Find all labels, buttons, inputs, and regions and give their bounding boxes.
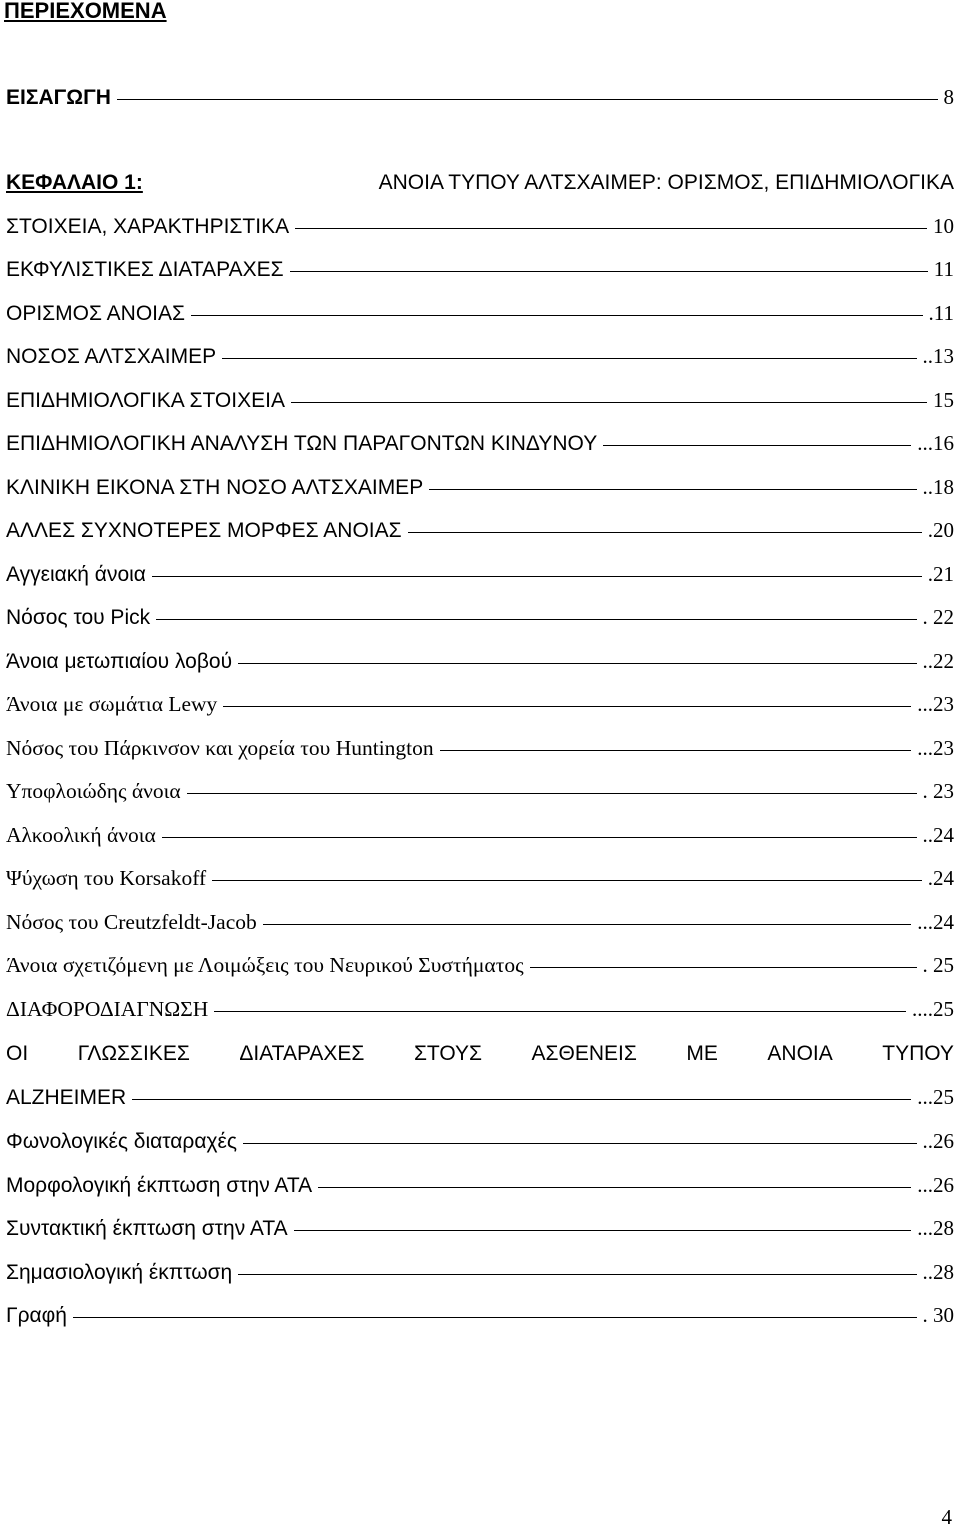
toc-entry-intro[interactable]	[6, 80, 954, 114]
toc-entry-label: Σημασιολογική έκπτωση	[6, 1260, 233, 1284]
toc-entry[interactable]	[6, 1211, 954, 1245]
toc-entry[interactable]	[6, 774, 954, 808]
toc-entry-page: ...23	[917, 692, 954, 716]
toc-entry[interactable]	[6, 644, 954, 678]
toc-lang-word: ΤΥΠΟΥ	[882, 1042, 954, 1065]
toc-leader	[429, 489, 916, 490]
toc-entry-page: .20	[927, 518, 954, 542]
toc-entry[interactable]	[6, 513, 954, 547]
toc-leader	[243, 1143, 917, 1144]
toc-lang-word: ΔΙΑΤΑΡΑΧΕΣ	[239, 1042, 365, 1065]
toc-lang-word: ΓΛΩΣΣΙΚΕΣ	[77, 1042, 190, 1065]
toc-lang-title-line1	[6, 1037, 954, 1071]
toc-entry[interactable]	[6, 1124, 954, 1158]
toc-chapter-prefix: ΚΕΦΑΛΑΙΟ 1:	[6, 171, 143, 194]
toc-entry-page: ...16	[917, 431, 954, 455]
toc-lang-word: ΜΕ	[686, 1042, 718, 1065]
toc-entry-label: ΔΙΑΦΟΡΟΔΙΑΓΝΩΣΗ	[6, 996, 209, 1021]
toc-leader	[162, 837, 917, 838]
toc-entry-label: Φωνολογικές διαταραχές	[6, 1130, 237, 1153]
toc-chapter-1-title	[6, 166, 954, 200]
toc-leader	[132, 1099, 911, 1100]
toc-entry-page: ...25	[917, 1085, 954, 1109]
toc-entry-page: 10	[933, 214, 954, 238]
toc-entry-label: Νόσος του Pick	[6, 606, 151, 629]
toc-leader	[156, 619, 916, 620]
toc-entry[interactable]	[6, 557, 954, 591]
toc-entry[interactable]	[6, 861, 954, 895]
toc-entry-label: ΚΛΙΝΙΚΗ ΕΙΚΟΝΑ ΣΤΗ ΝΟΣΟ ΑΛΤΣΧΑΙΜΕΡ	[6, 475, 424, 499]
toc-leader	[117, 99, 938, 100]
toc-chapter-title-line1: ΑΝΟΙΑ ΤΥΠΟΥ ΑΛΤΣΧΑΙΜΕΡ: ΟΡΙΣΜΟΣ, ΕΠΙΔΗΜΙΟΛΟΓΙΚΑ	[378, 171, 954, 194]
toc-leader	[223, 706, 911, 707]
toc-leader	[187, 793, 917, 794]
toc-entry-label: Αλκοολική άνοια	[6, 822, 156, 847]
toc-entry-page: .11	[928, 300, 954, 325]
toc-lang-word: ΣΤΟΥΣ	[413, 1042, 483, 1065]
toc-lang-word: ΟΙ	[6, 1042, 29, 1065]
toc-lang-word: ΑΝΟΙΑ	[767, 1042, 833, 1065]
toc-entry-label: Νόσος του Creutzfeldt-Jacob	[6, 909, 257, 934]
toc-leader	[152, 576, 922, 577]
toc-leader	[291, 402, 927, 403]
toc-leader	[295, 228, 927, 229]
toc-entry-page: ..26	[922, 1129, 954, 1153]
toc-entry[interactable]	[6, 818, 954, 852]
toc-heading: ΠΕΡΙΕΧΟΜΕΝΑ	[4, 0, 167, 23]
toc-entry-label: Άνοια σχετιζόμενη με Λοιμώξεις του Νευρικού Συστήματος	[6, 953, 524, 977]
toc-lang-section-line2[interactable]	[6, 1080, 954, 1114]
toc-entry[interactable]	[6, 1168, 954, 1202]
toc-entry[interactable]	[6, 296, 954, 330]
toc-leader	[222, 358, 916, 359]
toc-entry-page: ....25	[912, 996, 954, 1021]
toc-lang-word: ΑΣΘΕΝΕΙΣ	[531, 1042, 637, 1065]
toc-leader	[408, 532, 922, 533]
toc-entry-page: .21	[927, 561, 954, 586]
toc-entry-label: ΕΠΙΔΗΜΙΟΛΟΓΙΚΗ ΑΝΑΛΥΣΗ ΤΩΝ ΠΑΡΑΓΟΝΤΩΝ ΚΙΝΔΥΝΟΥ	[6, 432, 598, 455]
toc-entry-page: . 22	[922, 605, 954, 629]
toc-entry-page: . 30	[922, 1303, 954, 1327]
toc-entry[interactable]	[6, 339, 954, 373]
toc-entry-label: ΕΚΦΥΛΙΣΤΙΚΕΣ ΔΙΑΤΑΡΑΧΕΣ	[6, 258, 284, 281]
toc-entry-page: 11	[933, 257, 954, 281]
toc-entry[interactable]	[6, 383, 954, 417]
toc-leader	[440, 750, 912, 751]
toc-entry-page: 8	[943, 85, 954, 109]
toc-entry-label: Νόσος του Πάρκινσον και χορεία του Huntington	[6, 735, 434, 760]
toc-entry[interactable]	[6, 948, 954, 982]
toc-leader	[603, 445, 911, 446]
toc-entry-label: Αγγειακή άνοια	[6, 562, 146, 586]
toc-leader	[214, 1011, 906, 1012]
toc-entry-label: ΝΟΣΟΣ ΑΛΤΣΧΑΙΜΕΡ	[6, 345, 217, 368]
toc-entry-label: Άνοια με σωμάτια Lewy	[6, 692, 218, 716]
toc-leader	[238, 1274, 916, 1275]
toc-entry-label: Άνοια μετωπιαίου λοβού	[6, 649, 233, 673]
toc-entry-page: ..13	[922, 344, 954, 368]
toc-leader	[290, 271, 928, 272]
toc-entry-page: ...28	[917, 1216, 954, 1240]
toc-entry-page: 15	[933, 387, 954, 412]
toc-entry[interactable]	[6, 905, 954, 939]
toc-entry[interactable]	[6, 731, 954, 765]
toc-entry-label: Ψύχωση του Korsakoff	[6, 866, 207, 890]
toc-leader	[263, 924, 912, 925]
toc-leader	[294, 1230, 912, 1231]
toc-entry-page: . 25	[922, 953, 954, 977]
toc-entry[interactable]	[6, 252, 954, 286]
toc-entry-label: ΕΠΙΔΗΜΙΟΛΟΓΙΚΑ ΣΤΟΙΧΕΙΑ	[6, 388, 285, 412]
toc-entry[interactable]	[6, 687, 954, 721]
toc-leader	[212, 880, 922, 881]
toc-leader	[318, 1187, 911, 1188]
toc-lang-section-line1[interactable]	[6, 1037, 954, 1071]
toc-entry-label: ΕΙΣΑΓΩΓΗ	[6, 86, 111, 109]
toc-entry-page: .24	[927, 866, 954, 890]
page-number: 4	[941, 1505, 952, 1529]
toc-entry-label: Συντακτική έκπτωση στην ΑΤΑ	[6, 1217, 288, 1240]
toc-entry-label: Γραφή	[6, 1304, 67, 1327]
toc-entry-page: ...24	[917, 909, 954, 934]
toc-entry[interactable]	[6, 470, 954, 504]
toc-entry-label: Υποφλοιώδης άνοια	[6, 779, 181, 803]
toc-entry-page: . 23	[922, 779, 954, 803]
toc-entry-label: Μορφολογική έκπτωση στην ΑΤΑ	[6, 1173, 313, 1197]
toc-entry-page: ..18	[922, 474, 954, 499]
toc-entry-page: ...23	[917, 735, 954, 760]
toc-entry[interactable]	[6, 426, 954, 460]
toc-entry-page: ..28	[922, 1259, 954, 1284]
toc-entry-label: ΟΡΙΣΜΟΣ ΑΝΟΙΑΣ	[6, 301, 185, 325]
toc-entry-page: ..22	[922, 648, 954, 673]
toc-lang-title-line2: ALZHEIMER	[6, 1086, 127, 1109]
toc-leader	[191, 315, 923, 316]
toc-leader	[73, 1317, 917, 1318]
toc-chapter-1-line1[interactable]	[6, 166, 954, 200]
toc-chapter-1-line2[interactable]	[6, 209, 954, 243]
toc-chapter-title-line2: ΣΤΟΙΧΕΙΑ, ΧΑΡΑΚΤΗΡΙΣΤΙΚΑ	[6, 215, 290, 238]
toc-entry[interactable]	[6, 600, 954, 634]
toc-leader	[238, 663, 916, 664]
toc-entry-page: ..24	[922, 822, 954, 847]
toc-entry[interactable]	[6, 1298, 954, 1332]
toc-entry[interactable]	[6, 1255, 954, 1289]
toc-leader	[530, 967, 917, 968]
toc-entry-label: ΑΛΛΕΣ ΣΥΧΝΟΤΕΡΕΣ ΜΟΡΦΕΣ ΑΝΟΙΑΣ	[6, 519, 402, 542]
toc-entry[interactable]	[6, 992, 954, 1026]
toc-entry-page: ...26	[917, 1172, 954, 1197]
